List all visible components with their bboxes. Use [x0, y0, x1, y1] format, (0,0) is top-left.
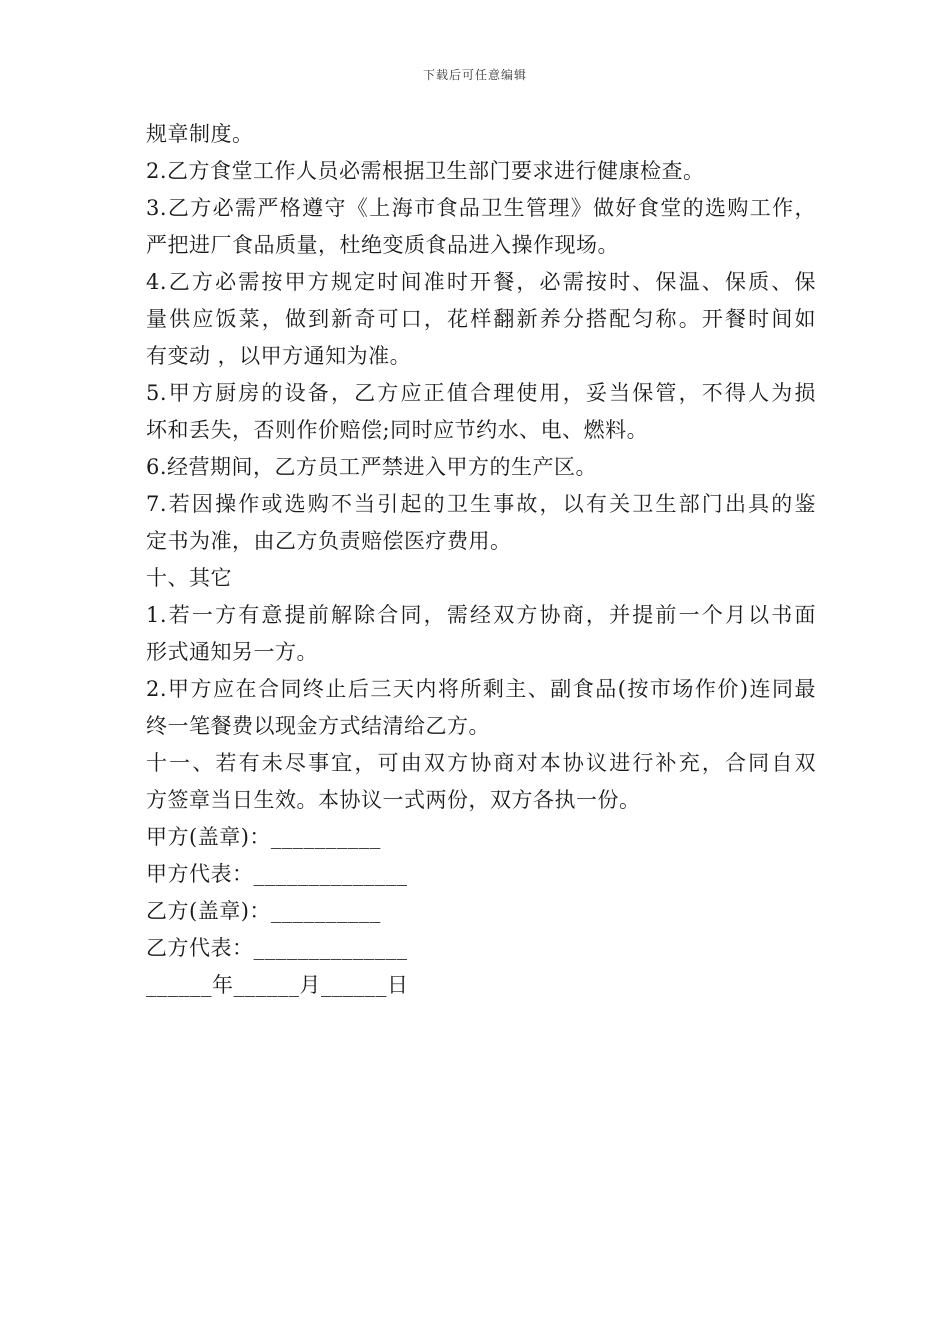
paragraph-line: 量供应饭菜，做到新奇可口，花样翻新养分搭配匀称。开餐时间如	[146, 307, 816, 331]
page-header: 下载后可任意编辑	[422, 68, 527, 82]
paragraph-line: 坏和丢失，否则作价赔偿;同时应节约水、电、燃料。	[146, 418, 649, 442]
signature-party-a-seal: 甲方(盖章)：__________	[146, 825, 381, 849]
paragraph-line: 2.乙方食堂工作人员必需根据卫生部门要求进行健康检查。	[146, 159, 705, 183]
signature-date: ______年______月______日	[146, 973, 409, 997]
paragraph-line: 终一笔餐费以现金方式结清给乙方。	[146, 714, 490, 738]
paragraph-line: 7.若因操作或选购不当引起的卫生事故，以有关卫生部门出具的鉴	[146, 492, 816, 516]
section-heading: 十、其它	[146, 566, 232, 590]
paragraph-line: 规章制度。	[146, 122, 254, 146]
paragraph-line: 2.甲方应在合同终止后三天内将所剩主、副食品(按市场作价)连同最	[146, 677, 816, 701]
document-body	[146, 116, 816, 1004]
paragraph-line: 4.乙方必需按甲方规定时间准时开餐，必需按时、保温、保质、保	[146, 270, 816, 294]
paragraph-line: 5.甲方厨房的设备，乙方应正值合理使用，妥当保管，不得人为损	[146, 381, 816, 405]
paragraph-line: 1.若一方有意提前解除合同，需经双方协商，并提前一个月以书面	[146, 603, 816, 627]
signature-party-a-rep: 甲方代表：______________	[146, 862, 408, 886]
signature-party-b-seal: 乙方(盖章)：__________	[146, 899, 381, 923]
paragraph-line: 十一、若有未尽事宜，可由双方协商对本协议进行补充，合同自双	[146, 751, 816, 775]
paragraph-line: 定书为准，由乙方负责赔偿医疗费用。	[146, 529, 512, 553]
paragraph-line: 3.乙方必需严格遵守《上海市食品卫生管理》做好食堂的选购工作，	[146, 196, 816, 220]
paragraph-line: 严把进厂食品质量，杜绝变质食品进入操作现场。	[146, 233, 619, 257]
paragraph-line: 方签章当日生效。本协议一式两份，双方各执一份。	[146, 788, 641, 812]
signature-party-b-rep: 乙方代表：______________	[146, 936, 408, 960]
paragraph-line: 有变动 ，以甲方通知为准。	[146, 344, 412, 368]
paragraph-line: 6.经营期间，乙方员工严禁进入甲方的生产区。	[146, 455, 598, 479]
paragraph-line: 形式通知另一方。	[146, 640, 318, 664]
